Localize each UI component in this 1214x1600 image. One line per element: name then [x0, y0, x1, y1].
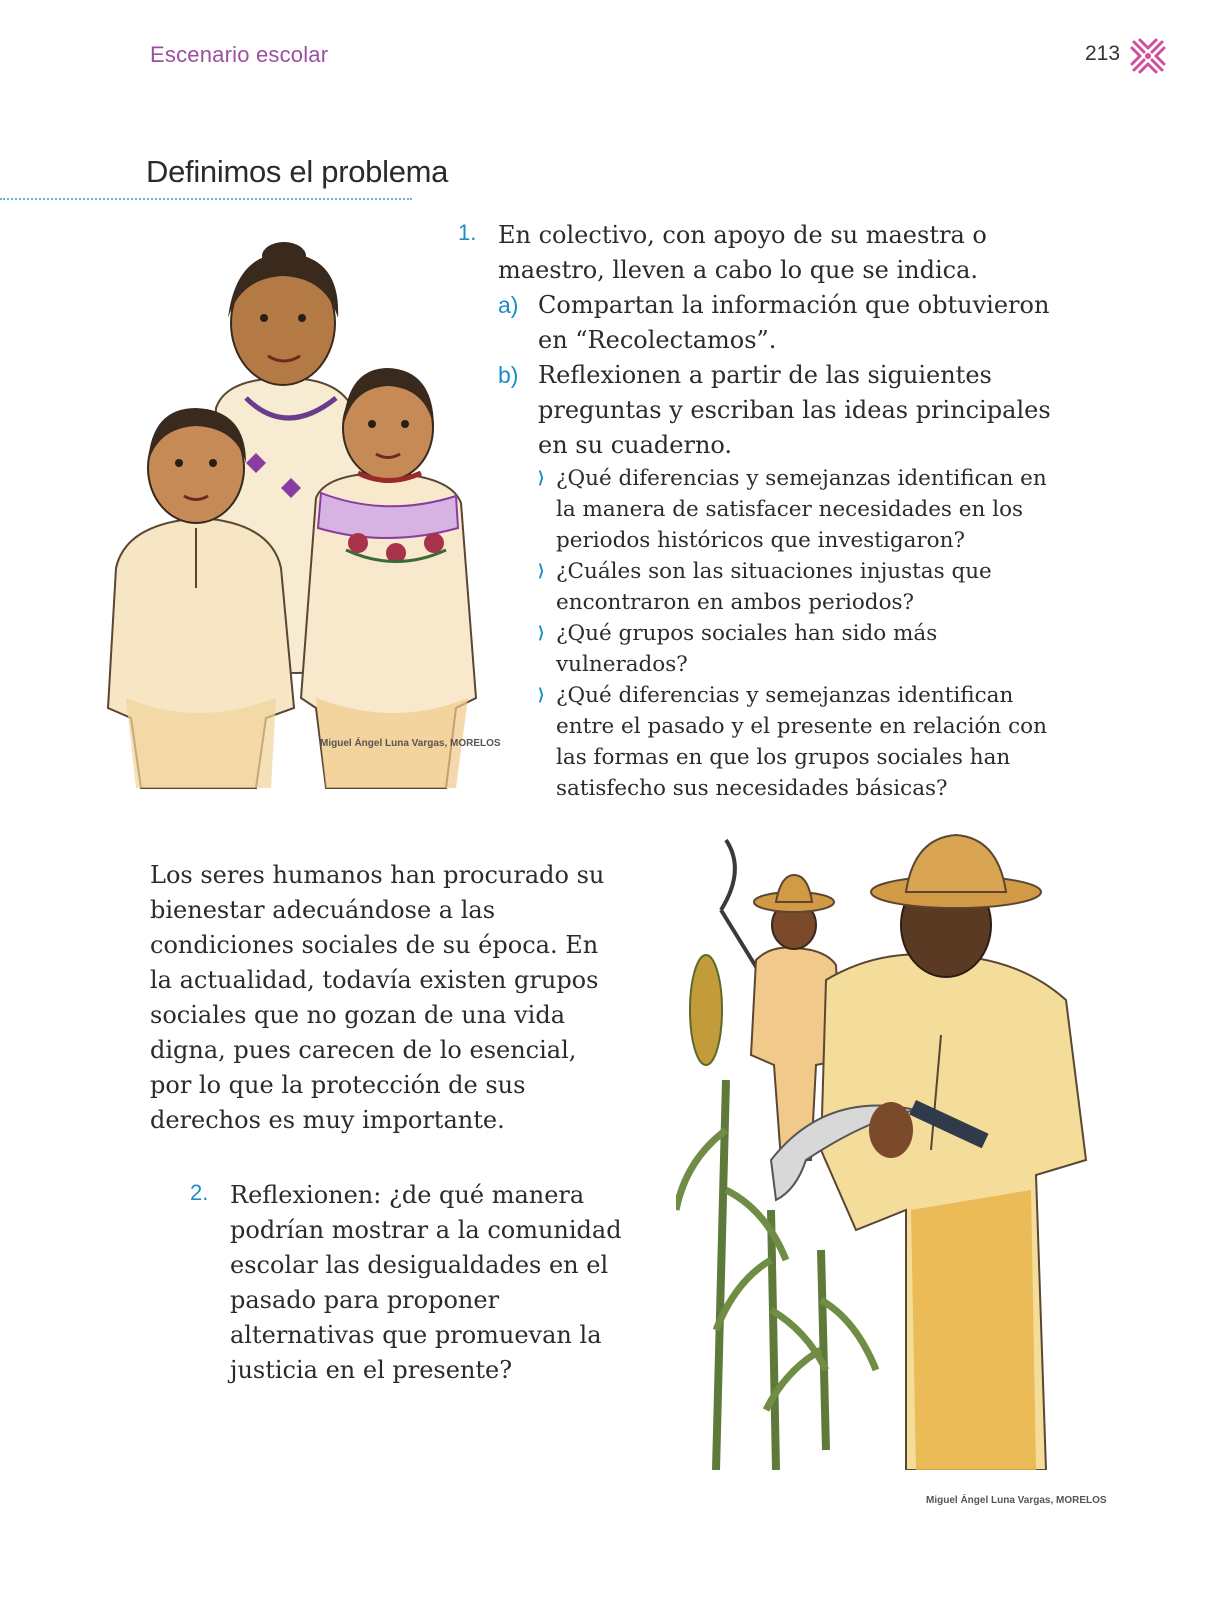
bullet-chevron-icon: ⟩	[538, 470, 545, 487]
item-letter: b)	[498, 362, 519, 388]
list-item	[498, 358, 1068, 463]
question-text: ¿Cuáles son las situaciones injustas que encontraron en ambos periodos?	[556, 559, 992, 615]
question-item	[538, 463, 1068, 556]
item-text: Compartan la información que obtuvieron en “Recolectamos”.	[538, 291, 1050, 354]
page-number: 213	[1085, 42, 1121, 65]
field-workers-illustration	[676, 830, 1116, 1470]
activity-1	[458, 218, 1068, 804]
title-divider	[0, 198, 412, 200]
illustration-credit: Miguel Ángel Luna Vargas, MORELOS	[926, 1495, 1107, 1506]
activity-instruction: Reflexionen: ¿de qué manera podrían mostrar a la comunidad escolar las desigualdades en el pasado para proponer alternativas que promuevan la justicia en el presente?	[230, 1181, 622, 1384]
activity-number: 2.	[190, 1180, 209, 1205]
illustration-credit: Miguel Ángel Luna Vargas, MORELOS	[320, 738, 501, 749]
question-item	[538, 680, 1068, 804]
question-item	[538, 556, 1068, 618]
body-paragraph: Los seres humanos han procurado su bienestar adecuándose a las condiciones sociales de su época. En la actualidad, todavía existen grupos sociales que no gozan de una vida digna, pues carecen de lo esencial, por lo que la protección de sus derechos es muy importante.	[150, 861, 605, 1134]
question-text: ¿Qué grupos sociales han sido más vulnerados?	[556, 621, 938, 677]
family-illustration	[96, 228, 486, 808]
item-letter: a)	[498, 292, 519, 318]
magenta-cross-ornament-icon	[1128, 36, 1168, 76]
list-item	[498, 288, 1068, 358]
question-list	[538, 463, 1068, 804]
question-text: ¿Qué diferencias y semejanzas identifican en la manera de satisfacer necesidades en los periodos históricos que investigaron?	[556, 466, 1047, 553]
section-title: Definimos el problema	[146, 154, 449, 189]
question-text: ¿Qué diferencias y semejanzas identifican entre el pasado y el presente en relación con las formas en que los grupos sociales han satisfecho sus necesidades básicas?	[556, 683, 1047, 801]
item-text: Reflexionen a partir de las siguientes preguntas y escriban las ideas principales en su cuaderno.	[538, 361, 1051, 459]
bullet-chevron-icon: ⟩	[538, 625, 545, 642]
bullet-chevron-icon: ⟩	[538, 687, 545, 704]
activity-instruction: En colectivo, con apoyo de su maestra o maestro, lleven a cabo lo que se indica.	[498, 221, 987, 284]
section-label: Escenario escolar	[150, 42, 329, 67]
bullet-chevron-icon: ⟩	[538, 563, 545, 580]
activity-number: 1.	[458, 220, 477, 245]
activity-2	[190, 1178, 640, 1388]
question-item	[538, 618, 1068, 680]
